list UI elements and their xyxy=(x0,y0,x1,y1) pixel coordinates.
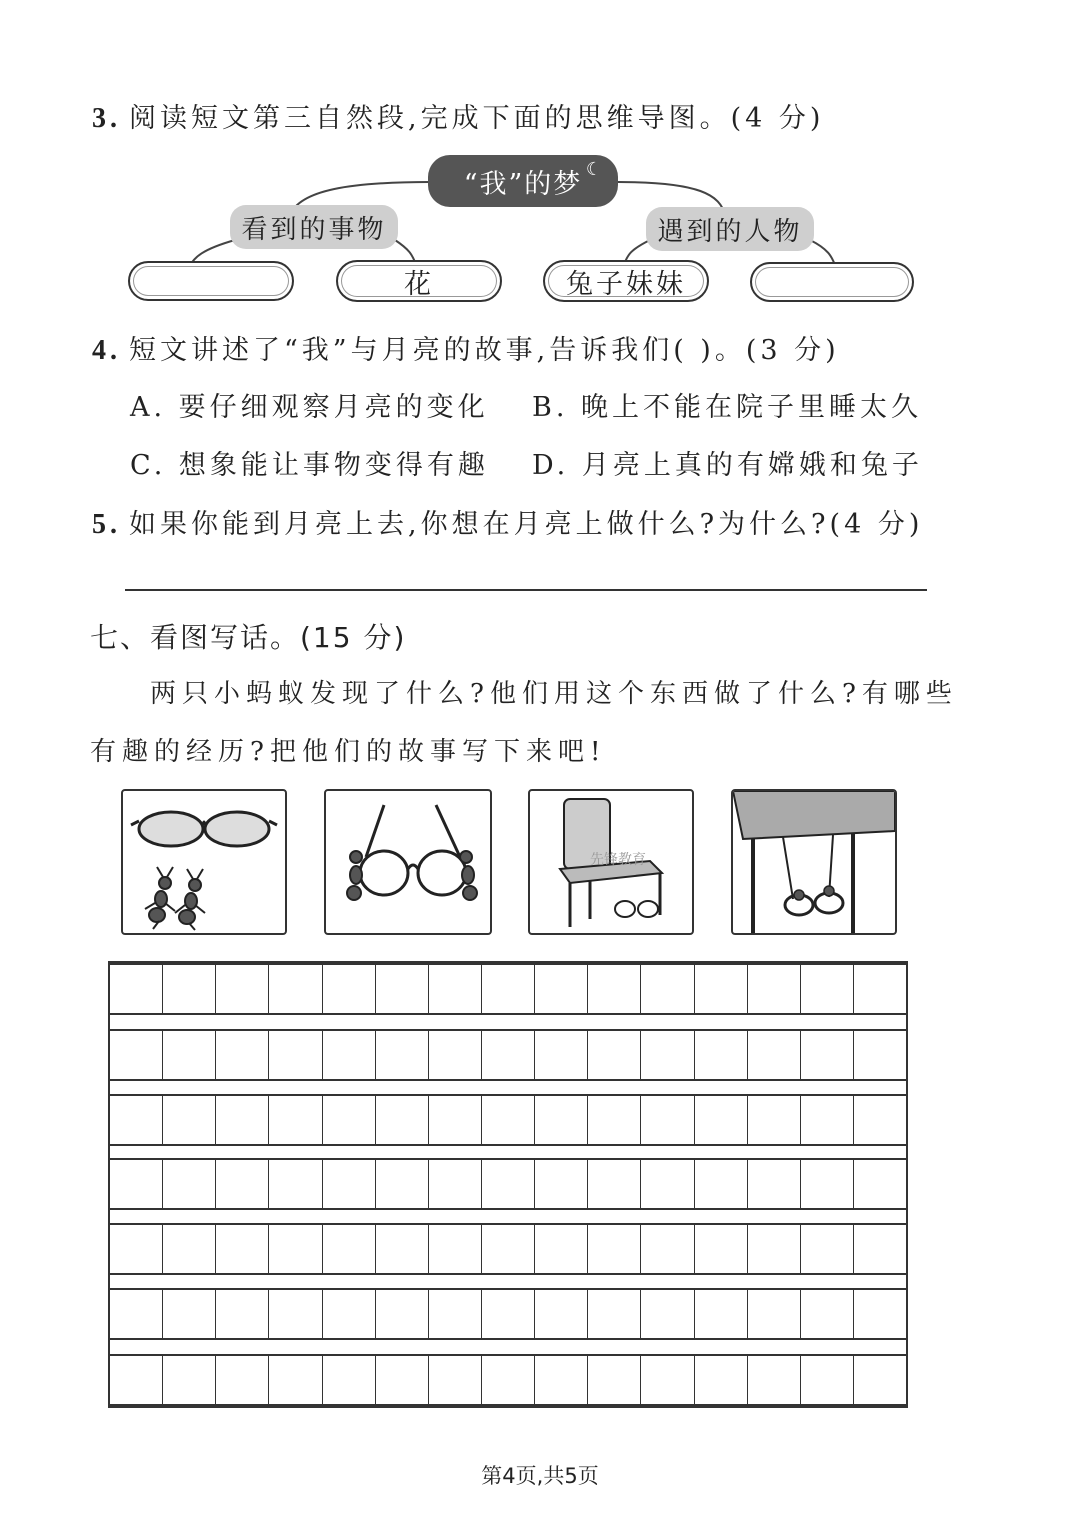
option-a[interactable]: A. 要仔细观察月亮的变化 xyxy=(130,392,489,423)
prompt-line-2: 有趣的经历?把他们的故事写下来吧! xyxy=(90,737,607,767)
option-b[interactable]: B. 晚上不能在院子里睡太久 xyxy=(532,392,923,423)
ants-carrying-glasses-illustration xyxy=(326,791,490,933)
question-number: 4. xyxy=(92,335,121,366)
section-title: 七、看图写话。(15 分) xyxy=(90,621,407,654)
question-number: 3. xyxy=(92,103,121,134)
picture-panel-1 xyxy=(121,789,287,935)
mindmap-root: “我”的梦 ☾ xyxy=(428,155,618,207)
question-number: 5. xyxy=(92,509,121,540)
option-d[interactable]: D. 月亮上真的有嫦娥和兔子 xyxy=(532,450,923,481)
page-footer: 第4页,共5页 xyxy=(481,1464,599,1488)
mindmap-label-people: 遇到的人物 xyxy=(646,207,814,251)
question-4 xyxy=(92,328,840,367)
question-5 xyxy=(92,502,923,541)
question-text: 如果你能到月亮上去,你想在月亮上做什么?为什么?(4 分) xyxy=(129,509,924,540)
moon-icon: ☾ xyxy=(585,159,604,180)
answer-line[interactable] xyxy=(125,589,927,591)
question-text: 短文讲述了“我”与月亮的故事,告诉我们( )。(3 分) xyxy=(129,335,840,366)
question-text: 阅读短文第三自然段,完成下面的思维导图。(4 分) xyxy=(129,103,825,134)
mindmap-answer-box-4[interactable] xyxy=(750,262,914,302)
picture-panel-2 xyxy=(324,789,492,935)
question-3 xyxy=(92,96,824,135)
prompt-line-1: 两只小蚂蚁发现了什么?他们用这个东西做了什么?有哪些 xyxy=(150,679,958,709)
mindmap-answer-box-3[interactable]: 兔子妹妹 xyxy=(543,260,709,302)
mindmap-answer-box-1[interactable] xyxy=(128,261,294,301)
watermark: 先锋教育 xyxy=(590,852,646,868)
glasses-and-ants-illustration xyxy=(123,791,285,933)
ants-swinging-illustration xyxy=(733,791,895,933)
picture-panel-3 xyxy=(528,789,694,935)
picture-panel-4 xyxy=(731,789,897,935)
mindmap-label-things: 看到的事物 xyxy=(230,205,398,249)
mindmap-answer-box-2[interactable]: 花 xyxy=(336,260,502,302)
grid-frame xyxy=(108,961,908,1408)
option-c[interactable]: C. 想象能让事物变得有趣 xyxy=(130,450,489,481)
